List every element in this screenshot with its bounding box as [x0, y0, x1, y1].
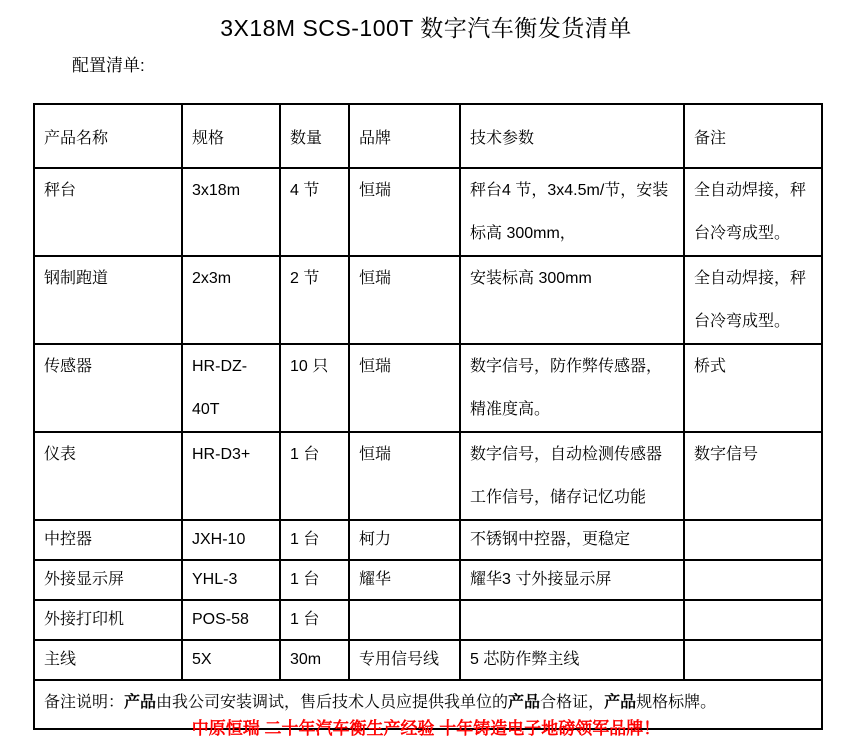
cell-tech-params: 秤台4 节，3x4.5m/节，安装标高 300mm，	[460, 168, 684, 256]
cell-note	[684, 520, 822, 560]
table-row	[34, 640, 822, 680]
cell-qty: 1 台	[280, 600, 349, 640]
cell-brand: 恒瑞	[349, 256, 460, 344]
cell-tech-params	[460, 600, 684, 640]
cell-qty: 2 节	[280, 256, 349, 344]
cell-note	[684, 640, 822, 680]
cell-spec: YHL-3	[182, 560, 280, 600]
cell-spec: 5X	[182, 640, 280, 680]
table-row	[34, 560, 822, 600]
config-list-label: 配置清单:	[72, 56, 145, 75]
cell-tech-params: 安装标高 300mm	[460, 256, 684, 344]
cell-note	[684, 600, 822, 640]
col-header-spec: 规格	[182, 104, 280, 168]
table-row	[34, 520, 822, 560]
col-header-qty: 数量	[280, 104, 349, 168]
remark-text: 备注说明：产品由我公司安装调试，售后技术人员应提供我单位的产品合格证，产品规格标牌。	[44, 694, 717, 711]
cell-spec: HR-D3+	[182, 432, 280, 520]
footer-slogan: 中原恒瑞 二十年汽车衡生产经验 十年铸造电子地磅领军品牌！	[191, 719, 661, 738]
cell-tech-params: 5 芯防作弊主线	[460, 640, 684, 680]
cell-brand: 恒瑞	[349, 168, 460, 256]
cell-product-name: 中控器	[34, 520, 182, 560]
cell-qty: 10 只	[280, 344, 349, 432]
col-header-product-name: 产品名称	[34, 104, 182, 168]
cell-qty: 1 台	[280, 520, 349, 560]
page-title: 3X18M SCS-100T 数字汽车衡发货清单	[220, 15, 632, 41]
cell-brand: 恒瑞	[349, 344, 460, 432]
table-row	[34, 344, 822, 432]
cell-spec: 2x3m	[182, 256, 280, 344]
cell-tech-params: 数字信号，防作弊传感器，精准度高。	[460, 344, 684, 432]
cell-note: 数字信号	[684, 432, 822, 520]
cell-brand: 耀华	[349, 560, 460, 600]
cell-brand	[349, 600, 460, 640]
cell-spec: HR-DZ-40T	[182, 344, 280, 432]
cell-qty: 30m	[280, 640, 349, 680]
cell-brand: 柯力	[349, 520, 460, 560]
cell-spec: POS-58	[182, 600, 280, 640]
cell-product-name: 秤台	[34, 168, 182, 256]
cell-product-name: 钢制跑道	[34, 256, 182, 344]
cell-product-name: 外接打印机	[34, 600, 182, 640]
cell-note	[684, 560, 822, 600]
cell-qty: 1 台	[280, 432, 349, 520]
table-row	[34, 256, 822, 344]
cell-note: 全自动焊接，秤台冷弯成型。	[684, 168, 822, 256]
cell-note: 全自动焊接，秤台冷弯成型。	[684, 256, 822, 344]
cell-product-name: 主线	[34, 640, 182, 680]
cell-qty: 4 节	[280, 168, 349, 256]
table-row	[34, 168, 822, 256]
col-header-note: 备注	[684, 104, 822, 168]
table-header-row	[34, 104, 822, 168]
cell-spec: JXH-10	[182, 520, 280, 560]
cell-tech-params: 数字信号，自动检测传感器工作信号，储存记忆功能	[460, 432, 684, 520]
table-row	[34, 432, 822, 520]
cell-brand: 专用信号线	[349, 640, 460, 680]
cell-product-name: 传感器	[34, 344, 182, 432]
cell-tech-params: 耀华3 寸外接显示屏	[460, 560, 684, 600]
cell-spec: 3x18m	[182, 168, 280, 256]
cell-qty: 1 台	[280, 560, 349, 600]
cell-product-name: 仪表	[34, 432, 182, 520]
col-header-brand: 品牌	[349, 104, 460, 168]
cell-product-name: 外接显示屏	[34, 560, 182, 600]
cell-note: 桥式	[684, 344, 822, 432]
cell-tech-params: 不锈钢中控器，更稳定	[460, 520, 684, 560]
cell-brand: 恒瑞	[349, 432, 460, 520]
col-header-tech-params: 技术参数	[460, 104, 684, 168]
table-row	[34, 600, 822, 640]
shipping-list-table	[33, 103, 823, 730]
